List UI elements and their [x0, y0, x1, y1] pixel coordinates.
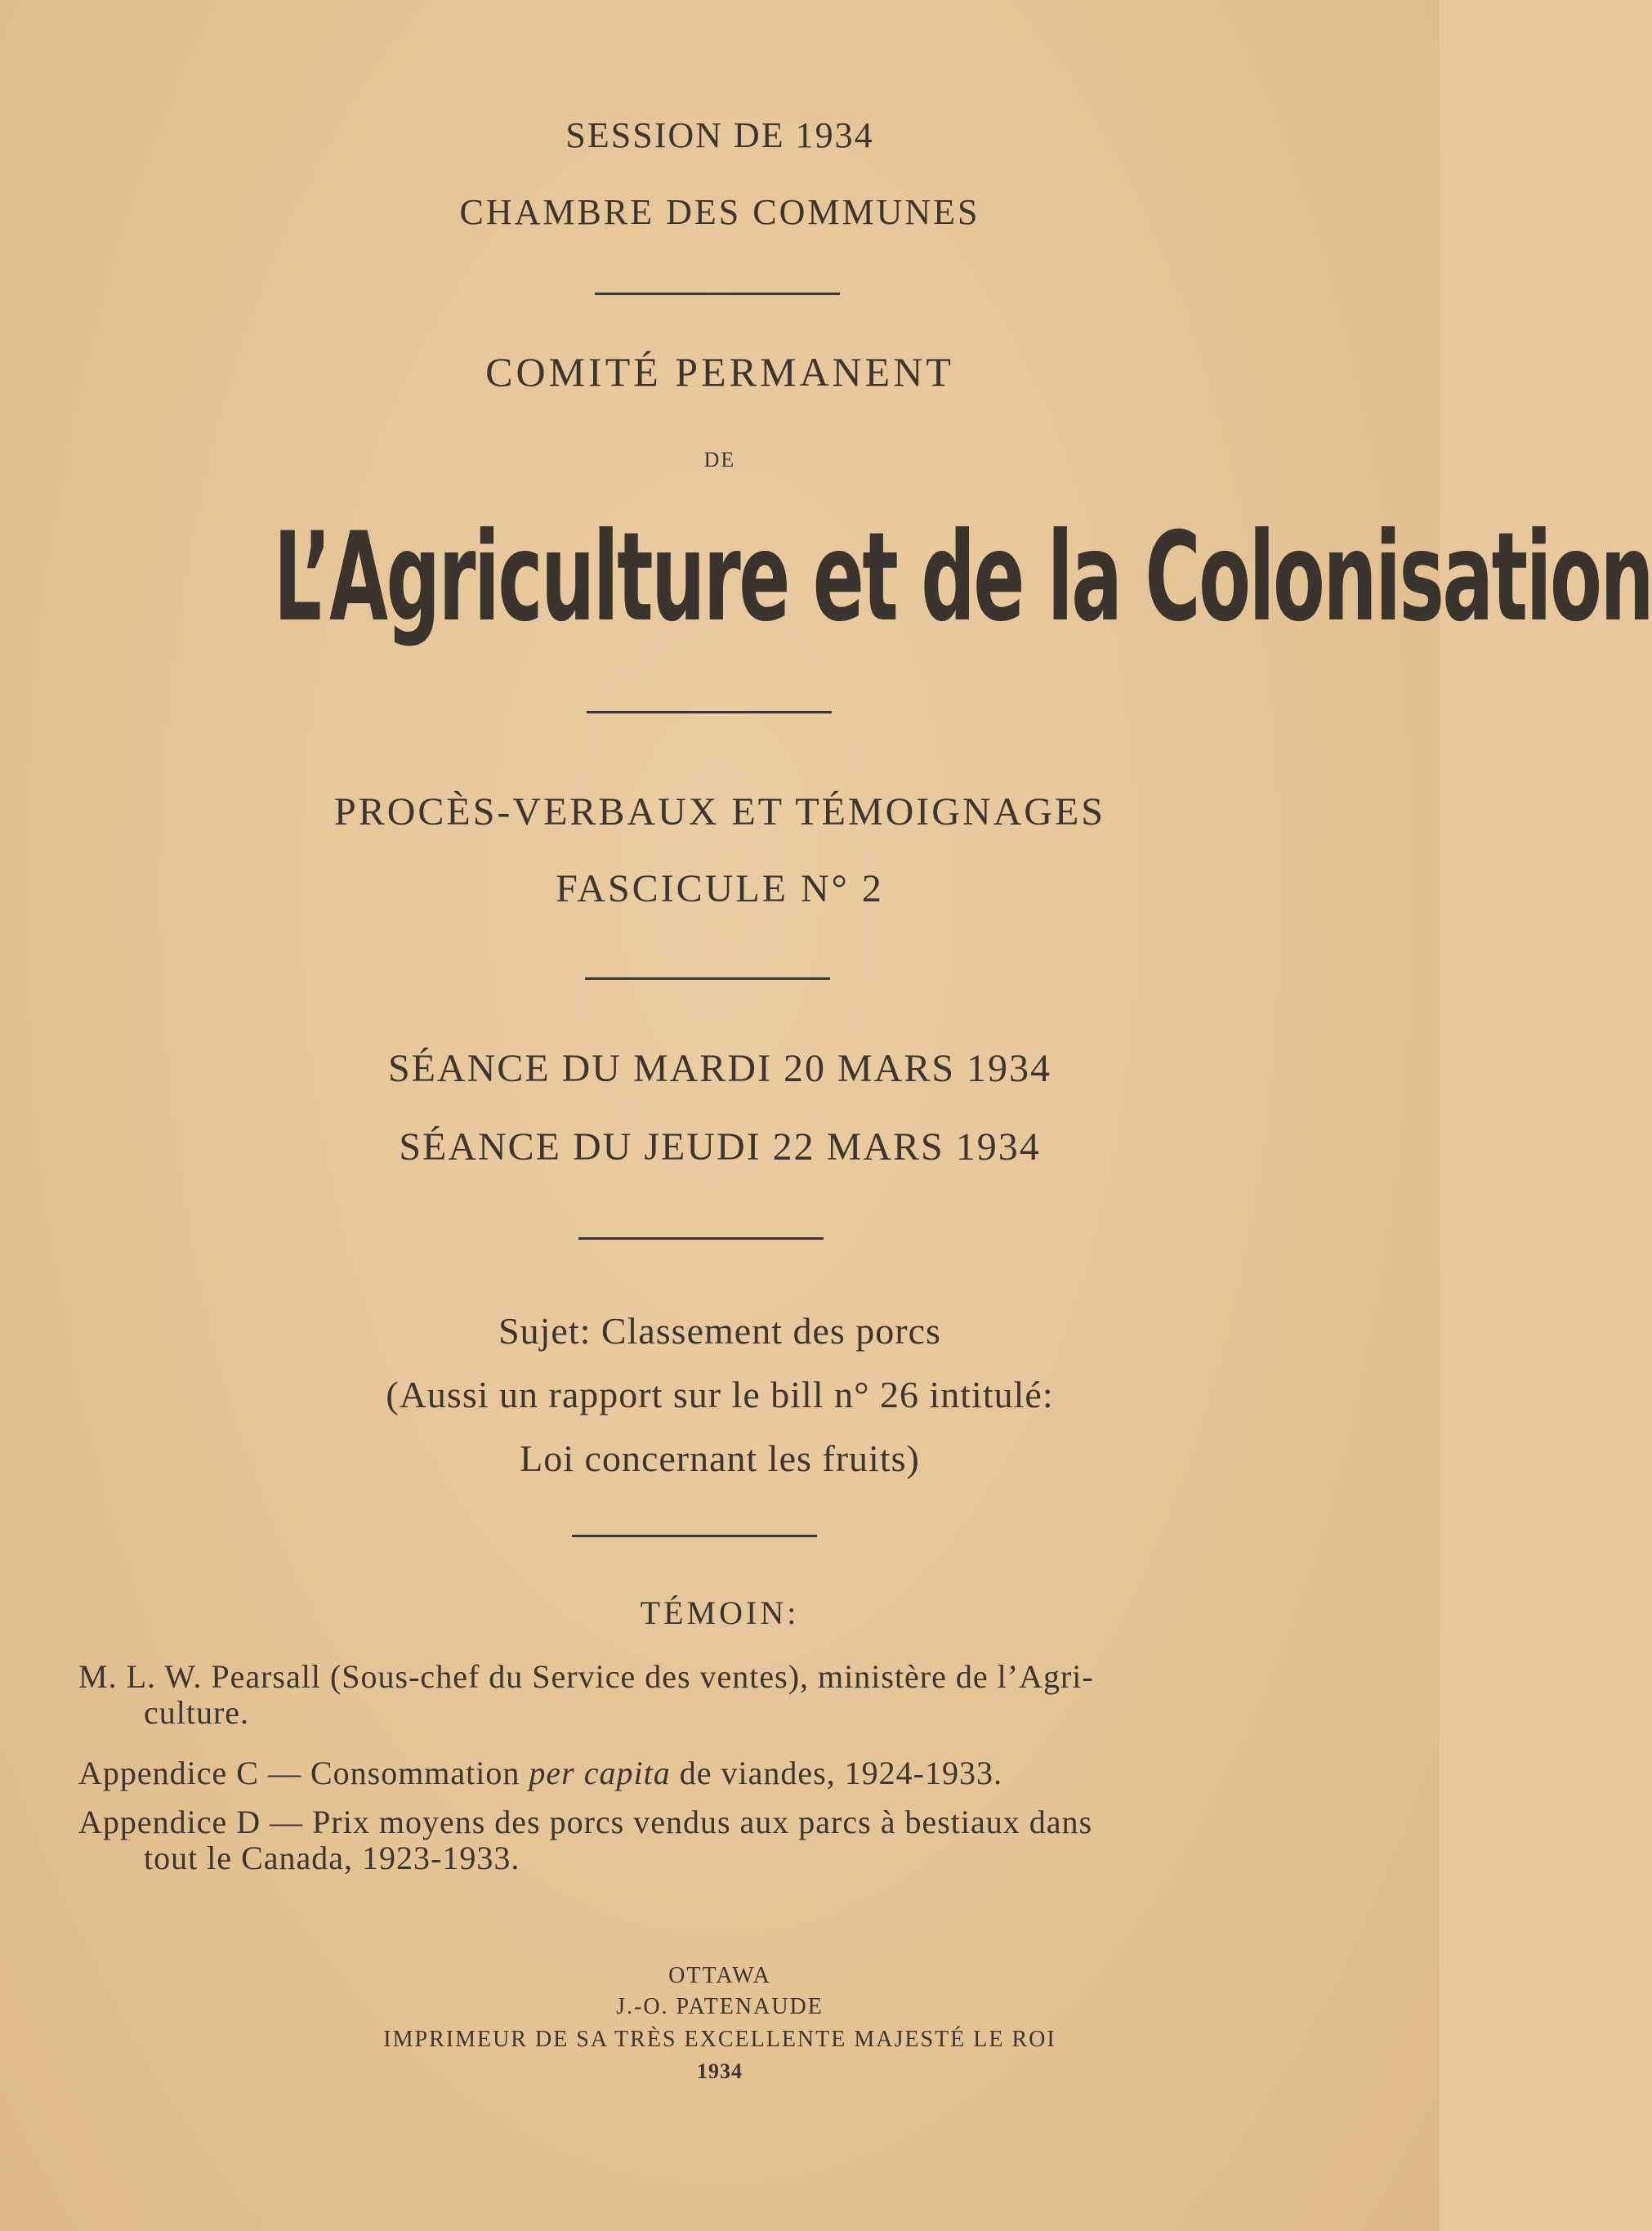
witness-heading: TÉMOIN:	[640, 1594, 800, 1631]
divider-rule	[587, 711, 832, 713]
imprint-year: 1934	[697, 2059, 743, 2083]
witness-entry	[78, 1659, 1304, 1731]
sitting-line: SÉANCE DU JEUDI 22 MARS 1934	[399, 1125, 1041, 1169]
divider-rule	[572, 1535, 817, 1537]
subject-line: (Aussi un rapport sur le bill n° 26 intitulé:	[386, 1374, 1054, 1415]
divider-rule	[578, 1237, 824, 1240]
session-line: SESSION DE 1934	[565, 115, 874, 155]
committee-line: COMITÉ PERMANENT	[485, 349, 954, 395]
witness-entry-text: M. L. W. Pearsall (Sous-chef du Service des ventes), ministère de l’Agri-	[78, 1658, 1094, 1695]
proceedings-title: PROCÈS-VERBAUX ET TÉMOIGNAGES	[334, 790, 1105, 834]
subject-line: Sujet: Classement des porcs	[498, 1310, 941, 1352]
sitting-line: SÉANCE DU MARDI 20 MARS 1934	[387, 1047, 1052, 1090]
divider-rule	[595, 293, 840, 295]
appendix-entry	[78, 1804, 1304, 1876]
appendix-entry-continuation: tout le Canada, 1923-1933.	[144, 1840, 520, 1876]
appendix-entry-text: de viandes, 1924-1933.	[670, 1755, 1002, 1791]
imprint-city: OTTAWA	[668, 1963, 771, 1988]
appendix-entry	[78, 1755, 1304, 1791]
imprint-role: IMPRIMEUR DE SA TRÈS EXCELLENTE MAJESTÉ LE ROI	[383, 2027, 1056, 2052]
subject-line: Loi concernant les fruits)	[520, 1437, 920, 1479]
appendix-entry-text: Appendice C — Consommation	[78, 1755, 529, 1791]
chamber-line: CHAMBRE DES COMMUNES	[459, 192, 980, 232]
appendix-entry-italic: per capita	[529, 1755, 671, 1791]
de-line: DE	[703, 448, 736, 472]
witness-entry-continuation: culture.	[144, 1694, 250, 1731]
imprint-printer: J.-O. PATENAUDE	[616, 1994, 824, 2019]
committee-title: L’Agriculture et de la Colonisation	[273, 507, 1652, 649]
appendix-entry-text: Appendice D — Prix moyens des porcs vendus aux parcs à bestiaux dans	[78, 1804, 1093, 1840]
divider-rule	[585, 977, 830, 980]
fascicule-number: FASCICULE N° 2	[556, 867, 884, 910]
